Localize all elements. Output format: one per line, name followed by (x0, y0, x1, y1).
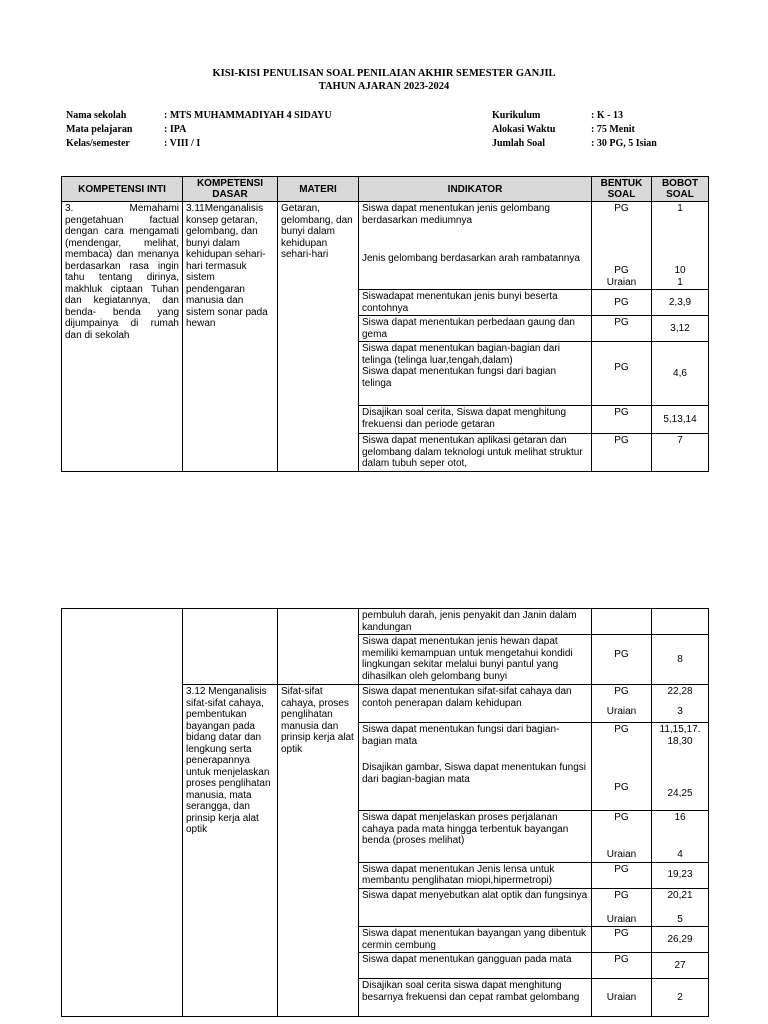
materi-cell: Sifat-sifat cahaya, proses penglihatan manusia dan prinsip kerja alat optik (278, 685, 359, 1017)
bobot-soal-value: 3 (677, 706, 683, 717)
bentuk-soal-value: PG (614, 724, 629, 735)
info-label-jumlah-soal: Jumlah Soal (492, 138, 546, 149)
bentuk-soal-cell (592, 202, 652, 290)
header-bobot-soal: BOBOT SOAL (652, 177, 709, 202)
bentuk-soal-value: Uraian (606, 706, 637, 717)
info-label-alokasi-waktu: Alokasi Waktu (492, 124, 556, 135)
kompetensi-dasar-cell (183, 609, 278, 685)
bobot-soal-cell (652, 685, 709, 723)
document-subtitle: TAHUN AJARAN 2023-2024 (318, 81, 450, 92)
bobot-soal-value: 22,28 (667, 686, 693, 697)
indikator-cell: Siswa dapat menentukan bayangan yang dibentuk cermin cembung (359, 927, 592, 953)
bobot-soal-cell (652, 723, 709, 811)
info-label-nama-sekolah: Nama sekolah (66, 110, 127, 121)
info-label-kurikulum: Kurikulum (492, 110, 541, 121)
bentuk-soal-cell: PG (592, 406, 652, 434)
indikator-cell: Siswa dapat menentukan aplikasi getaran dan gelombang dalam teknologi untuk melihat struktur dalam tubuh seper otot, (359, 434, 592, 472)
indikator-text: Siswa dapat menentukan jenis gelombang berdasarkan mediumnya (362, 203, 550, 226)
table-header-row (62, 177, 709, 202)
bobot-soal-value: 1 (677, 276, 683, 288)
info-value-kurikulum: : K - 13 (591, 110, 623, 121)
indikator-cell: Siswa dapat menyebutkan alat optik dan fungsinya (359, 888, 592, 927)
bentuk-soal-cell: PG (592, 290, 652, 316)
indikator-cell: Siswa dapat menentukan Jenis lensa untuk membantu penglihatan miopi,hipermetropi) (359, 862, 592, 888)
materi-cell: Getaran, gelombang, dan bunyi dalam kehidupan sehari-hari (278, 202, 359, 472)
indikator-cell: Siswadapat menentukan jenis bunyi beserta contohnya (359, 290, 592, 316)
info-value-alokasi-waktu: : 75 Menit (591, 124, 635, 135)
info-label-mata-pelajaran: Mata pelajaran (66, 124, 133, 135)
bentuk-soal-value: Uraian (606, 849, 637, 860)
bobot-soal-cell: 2,3,9 (652, 290, 709, 316)
table-row (62, 202, 709, 290)
bobot-soal-cell (652, 609, 709, 635)
kompetensi-dasar-cell: 3.11Menganalisis konsep getaran, gelombang, dan bunyi dalam kehidupan sehari-hari termasuk sistem pendengaran manusia dan sistem sonar pada hewan (183, 202, 278, 472)
indikator-cell: Disajikan soal cerita siswa dapat menghitung besarnya frekuensi dan cepat rambat gelombang (359, 979, 592, 1017)
header-materi: MATERI (278, 177, 359, 202)
bentuk-soal-cell (592, 888, 652, 927)
info-value-nama-sekolah: : MTS MUHAMMADIYAH 4 SIDAYU (164, 110, 332, 121)
bobot-soal-value: 1 (677, 203, 683, 214)
bentuk-soal-value: PG (614, 812, 629, 823)
indikator-cell: Disajikan soal cerita, Siswa dapat menghitung frekuensi dan periode getaran (359, 406, 592, 434)
bentuk-soal-cell: PG (592, 342, 652, 406)
header-kompetensi-dasar: KOMPETENSI DASAR (183, 177, 278, 202)
bobot-soal-cell: 7 (652, 434, 709, 472)
kompetensi-inti-cell (62, 609, 183, 1017)
bentuk-soal-cell (592, 609, 652, 635)
info-label-kelas-semester: Kelas/semester (66, 138, 130, 149)
info-value-kelas-semester: : VIII / I (164, 138, 201, 149)
bentuk-soal-value: PG (614, 203, 629, 214)
header-bentuk-soal: BENTUK SOAL (592, 177, 652, 202)
bobot-soal-cell: 3,12 (652, 316, 709, 342)
indikator-text: Siswa dapat menentukan fungsi dari bagian-bagian mata (362, 724, 560, 747)
bentuk-soal-value: PG (614, 782, 629, 793)
info-value-mata-pelajaran: : IPA (164, 124, 187, 135)
indikator-cell: Siswa dapat menentukan sifat-sifat cahaya dan contoh penerapan dalam kehidupan (359, 685, 592, 723)
bobot-soal-cell (652, 202, 709, 290)
bobot-soal-value: 24,25 (667, 788, 693, 799)
bentuk-soal-value: PG (614, 889, 629, 901)
bobot-soal-cell: 8 (652, 635, 709, 685)
bobot-soal-cell (652, 888, 709, 927)
indikator-cell (359, 202, 592, 290)
bentuk-soal-cell: PG (592, 953, 652, 979)
bobot-soal-value: 11,15,17. 18,30 (659, 724, 701, 747)
bentuk-soal-cell: PG (592, 862, 652, 888)
kompetensi-inti-cell: 3. Memahami pengetahuan factual dengan cara mengamati (mendengar, melihat, membaca) dan menanya berdasarkan rasa ingin tahu tentang dirinya, makhluk ciptaan Tuhan dan kegiatannya, dan benda- benda yang dijumpainya di rumah dan di sekolah (62, 202, 183, 472)
bobot-soal-value: 10 (674, 265, 686, 276)
header-kompetensi-inti: KOMPETENSI INTI (62, 177, 183, 202)
bobot-soal-value: 20,21 (667, 889, 693, 901)
bobot-soal-cell: 26,29 (652, 927, 709, 953)
bentuk-soal-value: Uraian (606, 276, 637, 288)
bentuk-soal-cell (592, 685, 652, 723)
bobot-soal-cell: 27 (652, 953, 709, 979)
document-title: KISI-KISI PENULISAN SOAL PENILAIAN AKHIR SEMESTER GANJIL (212, 68, 556, 79)
bentuk-soal-value: Uraian (606, 913, 637, 925)
indikator-cell: Siswa dapat menentukan gangguan pada mata (359, 953, 592, 979)
kompetensi-dasar-cell: 3.12 Menganalisis sifat-sifat cahaya, pembentukan bayangan pada bidang datar dan lengkung serta penerapannya untuk menjelaskan proses penglihatan manusia, mata serangga, dan prinsip kerja alat optik (183, 685, 278, 1017)
bobot-soal-value: 16 (674, 812, 686, 823)
indikator-cell: Siswa dapat menentukan jenis hewan dapat memiliki kemampuan untuk mengetahui kondidi lingkungan sekitar melalui bunyi pantul yang dihasilkan oleh gelombang bunyi (359, 635, 592, 685)
indikator-cell: Siswa dapat menentukan perbedaan gaung dan gema (359, 316, 592, 342)
indikator-cell: Siswa dapat menjelaskan proses perjalanan cahaya pada mata hingga terbentuk bayangan benda (proses melihat) (359, 811, 592, 863)
info-value-jumlah-soal: : 30 PG, 5 Isian (591, 138, 657, 149)
bentuk-soal-cell: PG (592, 316, 652, 342)
indikator-text: Disajikan gambar, Siswa dapat menentukan fungsi dari bagian-bagian mata (362, 762, 587, 785)
bobot-soal-cell: 19,23 (652, 862, 709, 888)
bobot-soal-cell: 4,6 (652, 342, 709, 406)
bobot-soal-cell: 5,13,14 (652, 406, 709, 434)
header-indikator: INDIKATOR (359, 177, 592, 202)
bentuk-soal-value: PG (614, 265, 629, 276)
indikator-text: Siswa dapat menentukan bagian-bagian dari telinga (telinga luar,tengah,dalam) (362, 343, 560, 366)
bentuk-soal-cell (592, 723, 652, 811)
bobot-soal-value: 5 (677, 913, 683, 925)
bentuk-soal-cell: PG (592, 635, 652, 685)
kisi-kisi-table-page-2 (61, 608, 709, 1017)
bobot-soal-cell: 2 (652, 979, 709, 1017)
indikator-cell (359, 723, 592, 811)
bentuk-soal-cell: PG (592, 927, 652, 953)
indikator-text: Jenis gelombang berdasarkan arah rambatannya (362, 253, 580, 264)
bobot-soal-cell (652, 811, 709, 863)
indikator-cell: pembuluh darah, jenis penyakit dan Janin dalam kandungan (359, 609, 592, 635)
bentuk-soal-value: PG (614, 686, 629, 697)
kisi-kisi-table-page-1 (61, 176, 709, 472)
indikator-text: Siswa dapat menentukan fungsi dari bagian telinga (362, 366, 557, 389)
bentuk-soal-cell (592, 811, 652, 863)
bentuk-soal-cell: Uraian (592, 979, 652, 1017)
materi-cell (278, 609, 359, 685)
bobot-soal-value: 4 (677, 849, 683, 860)
bentuk-soal-cell: PG (592, 434, 652, 472)
table-row (62, 609, 709, 635)
indikator-cell (359, 342, 592, 406)
